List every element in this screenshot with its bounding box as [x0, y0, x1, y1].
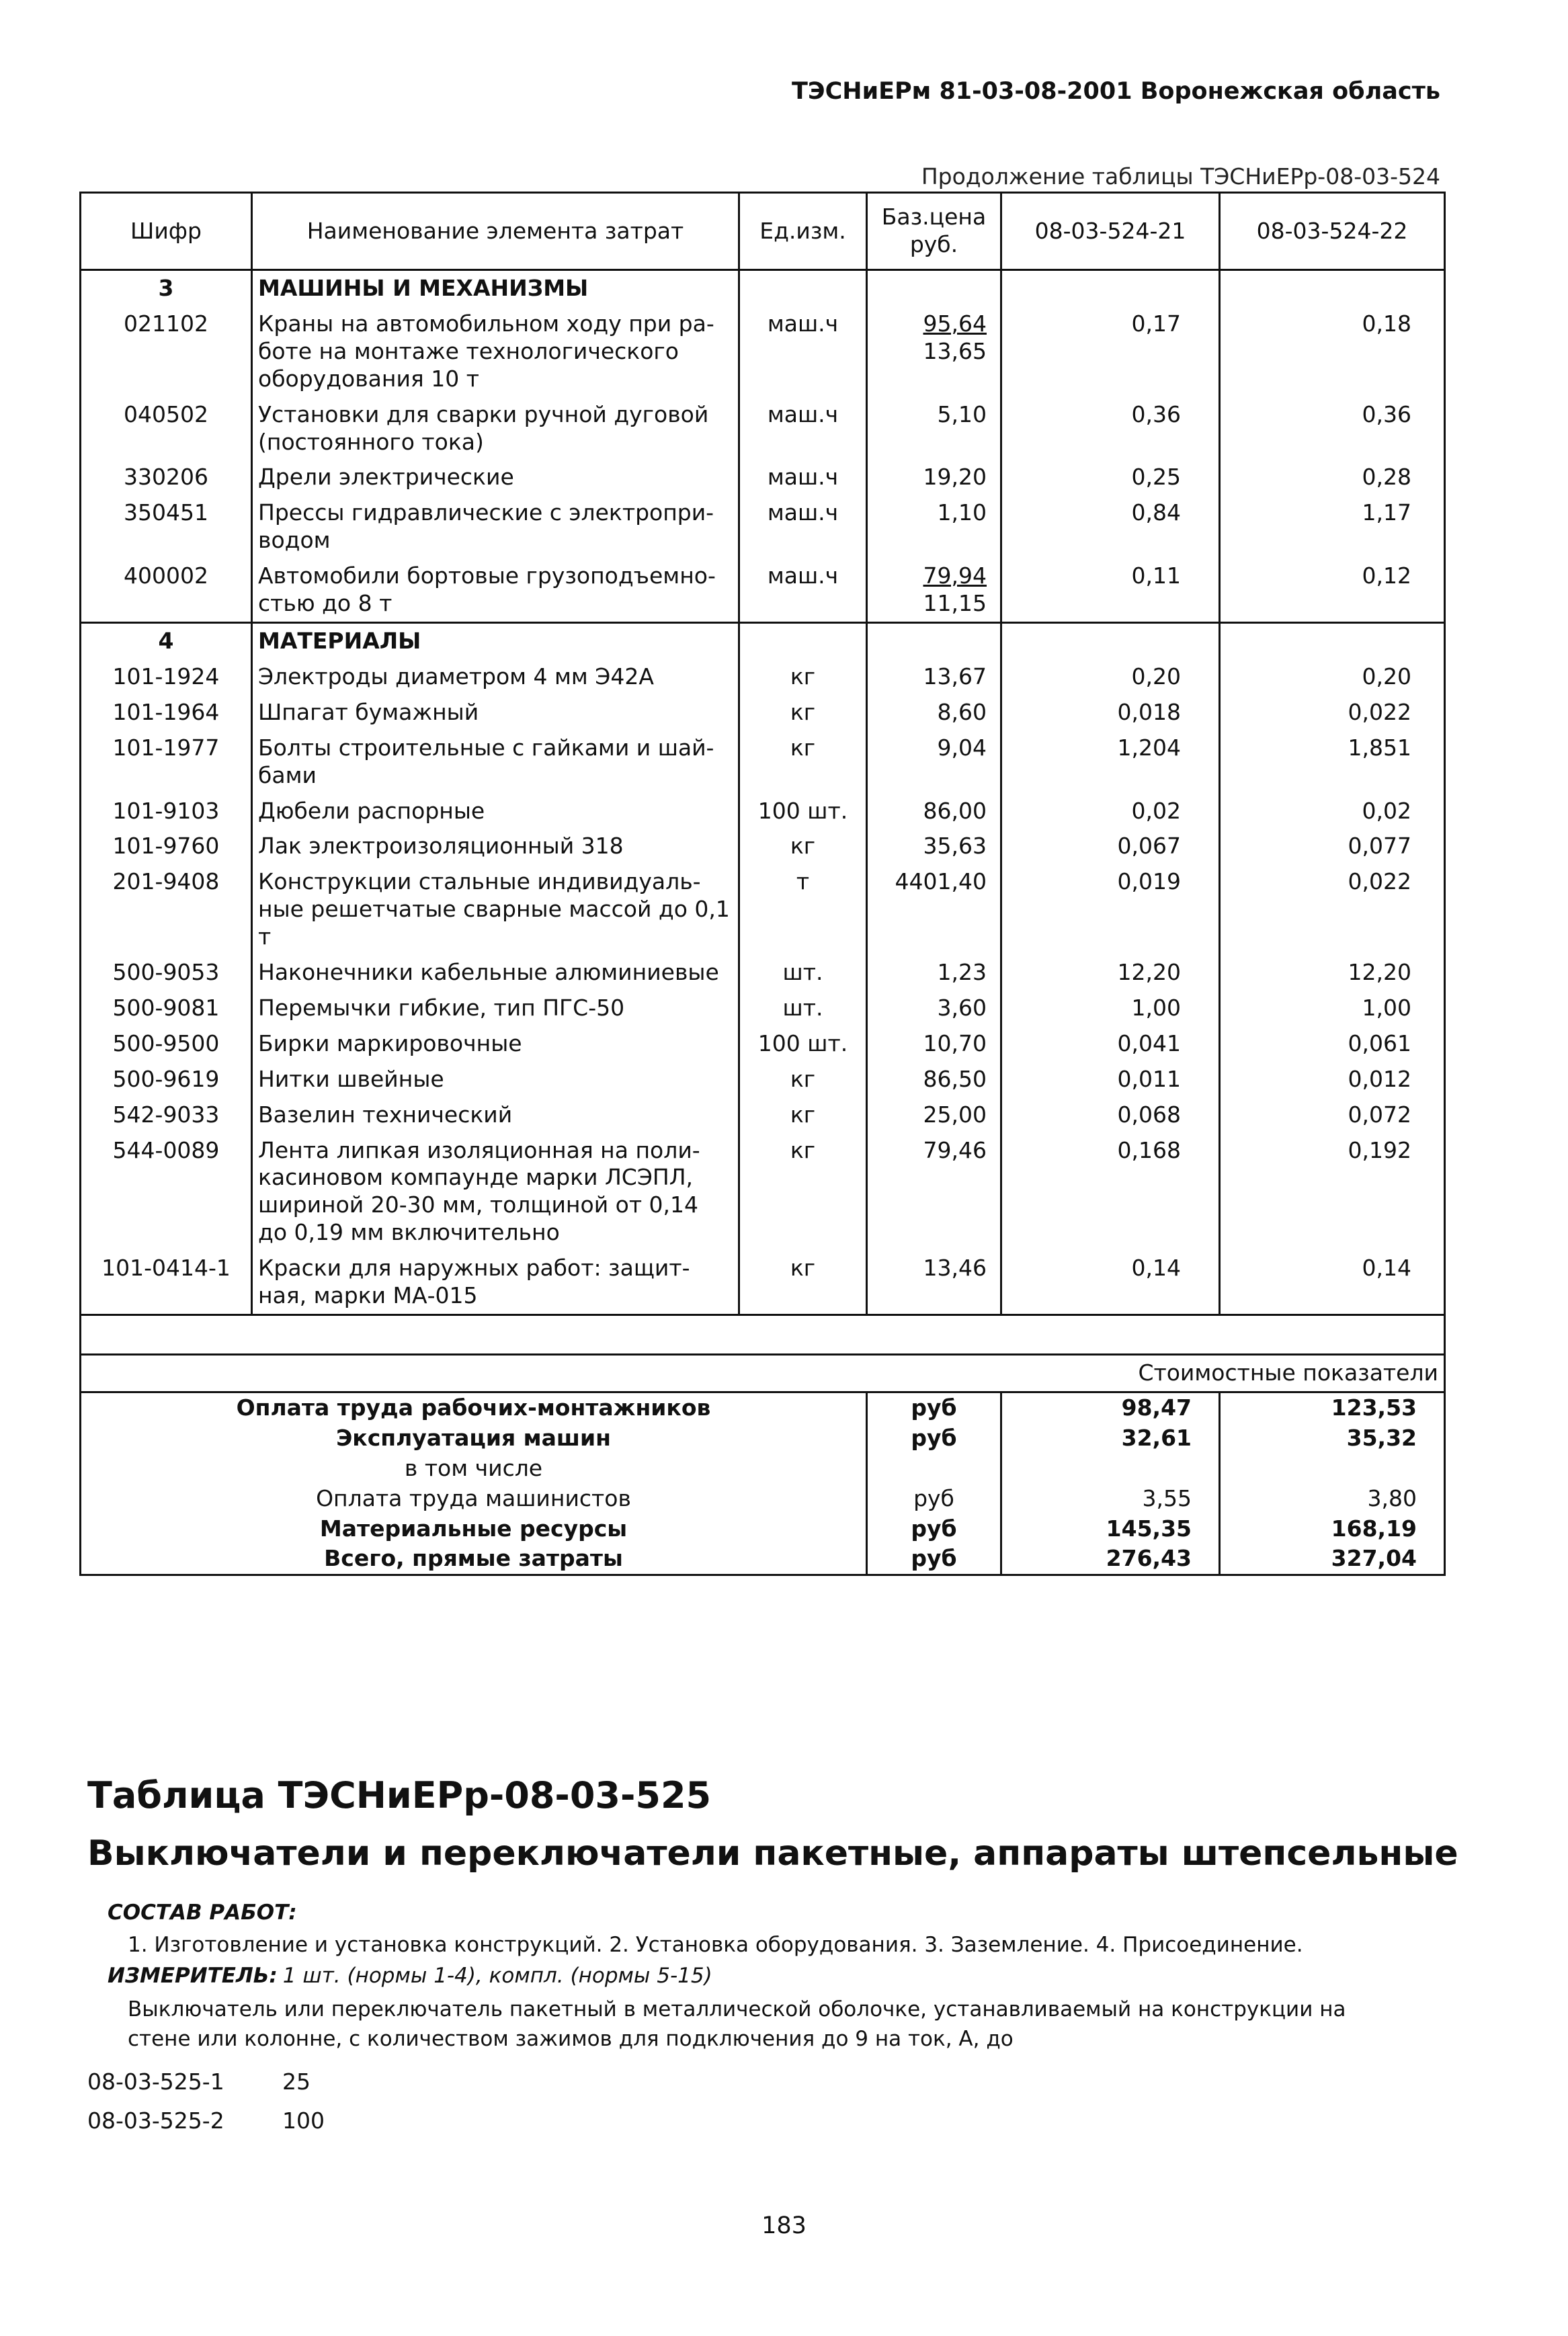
table-row	[81, 659, 1445, 695]
row-unit: кг	[739, 659, 867, 695]
row-price: 95,64	[923, 310, 987, 337]
table-row	[81, 306, 1445, 397]
row-name: Краски для наружных работ: защит-ная, марки МА-015	[252, 1251, 739, 1315]
row-unit: 100 шт.	[739, 1026, 867, 1062]
row-price-sub: 13,65	[923, 337, 987, 364]
row-v2: 0,077	[1220, 829, 1445, 864]
col-header-code: Шифр	[81, 193, 252, 270]
row-name: Шпагат бумажный	[252, 695, 739, 731]
row-v1: 0,041	[1001, 1026, 1220, 1062]
summary-v2: 123,53	[1220, 1392, 1445, 1423]
row-code: 542-9033	[81, 1097, 252, 1133]
summary-label: в том числе	[81, 1454, 867, 1484]
row-unit: кг	[739, 1097, 867, 1133]
summary-label: Всего, прямые затраты	[81, 1544, 867, 1575]
norm-value: 25	[282, 2069, 311, 2095]
row-price: 13,67	[867, 659, 1001, 695]
section-number: 4	[81, 622, 252, 659]
row-v1: 12,20	[1001, 955, 1220, 991]
row-price: 9,04	[867, 731, 1001, 794]
row-v2: 0,022	[1220, 864, 1445, 955]
row-unit: кг	[739, 731, 867, 794]
row-v1: 0,068	[1001, 1097, 1220, 1133]
row-price: 1,10	[867, 495, 1001, 558]
spacer-row	[81, 1315, 1445, 1355]
row-v2: 0,072	[1220, 1097, 1445, 1133]
row-v2: 0,061	[1220, 1026, 1445, 1062]
summary-unit: руб	[867, 1514, 1001, 1544]
row-v2: 0,12	[1220, 558, 1445, 622]
row-name: Лента липкая изоляционная на поли-касиновом компаунде марки ЛСЭПЛ, шириной 20-30 мм, толщиной от 0,14 до 0,19 мм включительно	[252, 1133, 739, 1251]
table-row	[81, 1133, 1445, 1251]
table-row	[81, 955, 1445, 991]
norm-code: 08-03-525-1	[87, 2069, 224, 2095]
row-code: 500-9081	[81, 991, 252, 1026]
row-v1: 0,20	[1001, 659, 1220, 695]
row-v2: 0,022	[1220, 695, 1445, 731]
summary-row	[81, 1454, 1445, 1484]
row-v2: 0,012	[1220, 1062, 1445, 1097]
summary-label: Оплата труда рабочих-монтажников	[81, 1392, 867, 1423]
col-header-name: Наименование элемента затрат	[252, 193, 739, 270]
row-unit: маш.ч	[739, 460, 867, 495]
summary-v2	[1220, 1454, 1445, 1484]
row-v1: 0,018	[1001, 695, 1220, 731]
col-header-v2: 08-03-524-22	[1220, 193, 1445, 270]
row-price: 3,60	[867, 991, 1001, 1026]
row-name: Электроды диаметром 4 мм Э42А	[252, 659, 739, 695]
summary-label: Материальные ресурсы	[81, 1514, 867, 1544]
summary-v2: 35,32	[1220, 1423, 1445, 1454]
row-name: Прессы гидравлические с электропри-водом	[252, 495, 739, 558]
table-row	[81, 991, 1445, 1026]
table-continuation-caption: Продолжение таблицы ТЭСНиЕРр-08-03-524	[921, 163, 1440, 190]
cost-indicators-row	[81, 1355, 1445, 1392]
row-code: 544-0089	[81, 1133, 252, 1251]
row-v1: 0,36	[1001, 397, 1220, 460]
row-v2: 0,36	[1220, 397, 1445, 460]
row-unit: маш.ч	[739, 397, 867, 460]
row-v2: 1,851	[1220, 731, 1445, 794]
row-name: Краны на автомобильном ходу при ра-боте на монтаже технологического оборудования 10 т	[252, 306, 739, 397]
row-price: 86,00	[867, 794, 1001, 829]
row-v1: 0,14	[1001, 1251, 1220, 1315]
row-price: 19,20	[867, 460, 1001, 495]
row-code: 101-1977	[81, 731, 252, 794]
row-code: 500-9053	[81, 955, 252, 991]
row-unit: кг	[739, 695, 867, 731]
summary-v2: 3,80	[1220, 1484, 1445, 1514]
row-code: 500-9500	[81, 1026, 252, 1062]
row-name: Лак электроизоляционный 318	[252, 829, 739, 864]
row-v1: 0,84	[1001, 495, 1220, 558]
row-unit: кг	[739, 1062, 867, 1097]
table-row	[81, 397, 1445, 460]
row-price: 86,50	[867, 1062, 1001, 1097]
cost-indicators-label: Стоимостные показатели	[81, 1355, 1445, 1392]
row-name: Конструкции стальные индивидуаль-ные решетчатые сварные массой до 0,1 т	[252, 864, 739, 955]
col-header-unit: Ед.изм.	[739, 193, 867, 270]
section-header-row	[81, 270, 1445, 306]
row-name: Нитки швейные	[252, 1062, 739, 1097]
table-row	[81, 864, 1445, 955]
row-unit: маш.ч	[739, 495, 867, 558]
row-v2: 0,28	[1220, 460, 1445, 495]
norm-row	[87, 2108, 325, 2134]
table-row	[81, 731, 1445, 794]
norm-code: 08-03-525-2	[87, 2108, 224, 2134]
row-unit: кг	[739, 1133, 867, 1251]
row-price-sub: 11,15	[923, 590, 987, 617]
table-row	[81, 1062, 1445, 1097]
summary-unit: руб	[867, 1423, 1001, 1454]
summary-v1: 32,61	[1001, 1423, 1220, 1454]
section-title: МАШИНЫ И МЕХАНИЗМЫ	[252, 270, 739, 306]
col-header-price: Баз.цена руб.	[867, 193, 1001, 270]
row-price-cell	[867, 558, 1001, 622]
row-unit: т	[739, 864, 867, 955]
row-price: 79,94	[923, 562, 987, 589]
table-row	[81, 794, 1445, 829]
row-v2: 0,20	[1220, 659, 1445, 695]
table-subtitle: Выключатели и переключатели пакетные, аппараты штепсельные	[87, 1833, 1458, 1874]
row-price: 4401,40	[867, 864, 1001, 955]
description-line-1: Выключатель или переключатель пакетный в металлической оболочке, устанавливаемый на конструкции на	[128, 1997, 1346, 2021]
row-name: Бирки маркировочные	[252, 1026, 739, 1062]
row-v2: 12,20	[1220, 955, 1445, 991]
summary-row	[81, 1484, 1445, 1514]
summary-v1: 98,47	[1001, 1392, 1220, 1423]
row-v1: 1,00	[1001, 991, 1220, 1026]
col-header-v1: 08-03-524-21	[1001, 193, 1220, 270]
summary-row	[81, 1544, 1445, 1575]
summary-v1: 145,35	[1001, 1514, 1220, 1544]
row-code: 101-1964	[81, 695, 252, 731]
summary-unit: руб	[867, 1544, 1001, 1575]
row-price: 5,10	[867, 397, 1001, 460]
summary-row	[81, 1423, 1445, 1454]
row-price: 10,70	[867, 1026, 1001, 1062]
row-price-cell	[867, 306, 1001, 397]
row-v2: 1,17	[1220, 495, 1445, 558]
row-name: Установки для сварки ручной дуговой (постоянного тока)	[252, 397, 739, 460]
work-composition-label: СОСТАВ РАБОТ:	[108, 1901, 297, 1925]
table-title: Таблица ТЭСНиЕРр-08-03-525	[87, 1774, 712, 1817]
row-v1: 1,204	[1001, 731, 1220, 794]
row-price: 13,46	[867, 1251, 1001, 1315]
table-row	[81, 558, 1445, 622]
row-unit: 100 шт.	[739, 794, 867, 829]
row-v2: 0,14	[1220, 1251, 1445, 1315]
section-title: МАТЕРИАЛЫ	[252, 622, 739, 659]
table-row	[81, 1097, 1445, 1133]
table-header-row	[81, 193, 1445, 270]
summary-label: Эксплуатация машин	[81, 1423, 867, 1454]
row-price: 79,46	[867, 1133, 1001, 1251]
summary-unit: руб	[867, 1484, 1001, 1514]
row-name: Дрели электрические	[252, 460, 739, 495]
measure-line	[108, 1964, 712, 1988]
row-code: 101-0414-1	[81, 1251, 252, 1315]
summary-label: Оплата труда машинистов	[81, 1484, 867, 1514]
row-unit: шт.	[739, 991, 867, 1026]
table-row	[81, 1251, 1445, 1315]
row-v2: 0,192	[1220, 1133, 1445, 1251]
table-row	[81, 695, 1445, 731]
row-v2: 1,00	[1220, 991, 1445, 1026]
section-header-row	[81, 622, 1445, 659]
row-name: Автомобили бортовые грузоподъемно-стью до 8 т	[252, 558, 739, 622]
row-v1: 0,25	[1001, 460, 1220, 495]
cost-table	[79, 192, 1446, 1576]
summary-v1: 3,55	[1001, 1484, 1220, 1514]
page-header: ТЭСНиЕРм 81-03-08-2001 Воронежская область	[792, 78, 1440, 105]
row-v1: 0,019	[1001, 864, 1220, 955]
row-name: Болты строительные с гайками и шай-бами	[252, 731, 739, 794]
row-code: 101-1924	[81, 659, 252, 695]
summary-row	[81, 1392, 1445, 1423]
row-v1: 0,02	[1001, 794, 1220, 829]
row-code: 500-9619	[81, 1062, 252, 1097]
work-composition-text: 1. Изготовление и установка конструкций. 2. Установка оборудования. 3. Заземление. 4. Присоединение.	[128, 1933, 1303, 1957]
summary-v2: 168,19	[1220, 1514, 1445, 1544]
row-price: 25,00	[867, 1097, 1001, 1133]
row-v1: 0,011	[1001, 1062, 1220, 1097]
page-number: 183	[761, 2212, 807, 2239]
row-code: 330206	[81, 460, 252, 495]
summary-v1	[1001, 1454, 1220, 1484]
row-code: 101-9760	[81, 829, 252, 864]
row-unit: шт.	[739, 955, 867, 991]
table-row	[81, 495, 1445, 558]
row-v2: 0,02	[1220, 794, 1445, 829]
row-name: Дюбели распорные	[252, 794, 739, 829]
table-row	[81, 829, 1445, 864]
summary-unit	[867, 1454, 1001, 1484]
measure-text: 1 шт. (нормы 1-4), компл. (нормы 5-15)	[282, 1964, 712, 1988]
row-v1: 0,11	[1001, 558, 1220, 622]
section-number: 3	[81, 270, 252, 306]
row-price: 1,23	[867, 955, 1001, 991]
row-name: Наконечники кабельные алюминиевые	[252, 955, 739, 991]
row-name: Перемычки гибкие, тип ПГС-50	[252, 991, 739, 1026]
row-name: Вазелин технический	[252, 1097, 739, 1133]
row-code: 021102	[81, 306, 252, 397]
description-line-2: стене или колонне, с количеством зажимов для подключения до 9 на ток, А, до	[128, 2027, 1014, 2051]
row-unit: кг	[739, 829, 867, 864]
row-price: 35,63	[867, 829, 1001, 864]
norm-value: 100	[282, 2108, 325, 2134]
table-row	[81, 1026, 1445, 1062]
summary-v2: 327,04	[1220, 1544, 1445, 1575]
row-code: 201-9408	[81, 864, 252, 955]
row-v1: 0,17	[1001, 306, 1220, 397]
row-price: 8,60	[867, 695, 1001, 731]
table-row	[81, 460, 1445, 495]
row-unit: кг	[739, 1251, 867, 1315]
summary-row	[81, 1514, 1445, 1544]
row-v1: 0,067	[1001, 829, 1220, 864]
row-unit: маш.ч	[739, 558, 867, 622]
row-unit: маш.ч	[739, 306, 867, 397]
summary-unit: руб	[867, 1392, 1001, 1423]
row-code: 400002	[81, 558, 252, 622]
summary-v1: 276,43	[1001, 1544, 1220, 1575]
row-v2: 0,18	[1220, 306, 1445, 397]
row-code: 350451	[81, 495, 252, 558]
row-v1: 0,168	[1001, 1133, 1220, 1251]
row-code: 101-9103	[81, 794, 252, 829]
row-code: 040502	[81, 397, 252, 460]
measure-label: ИЗМЕРИТЕЛЬ:	[108, 1964, 278, 1988]
norm-row	[87, 2069, 311, 2095]
